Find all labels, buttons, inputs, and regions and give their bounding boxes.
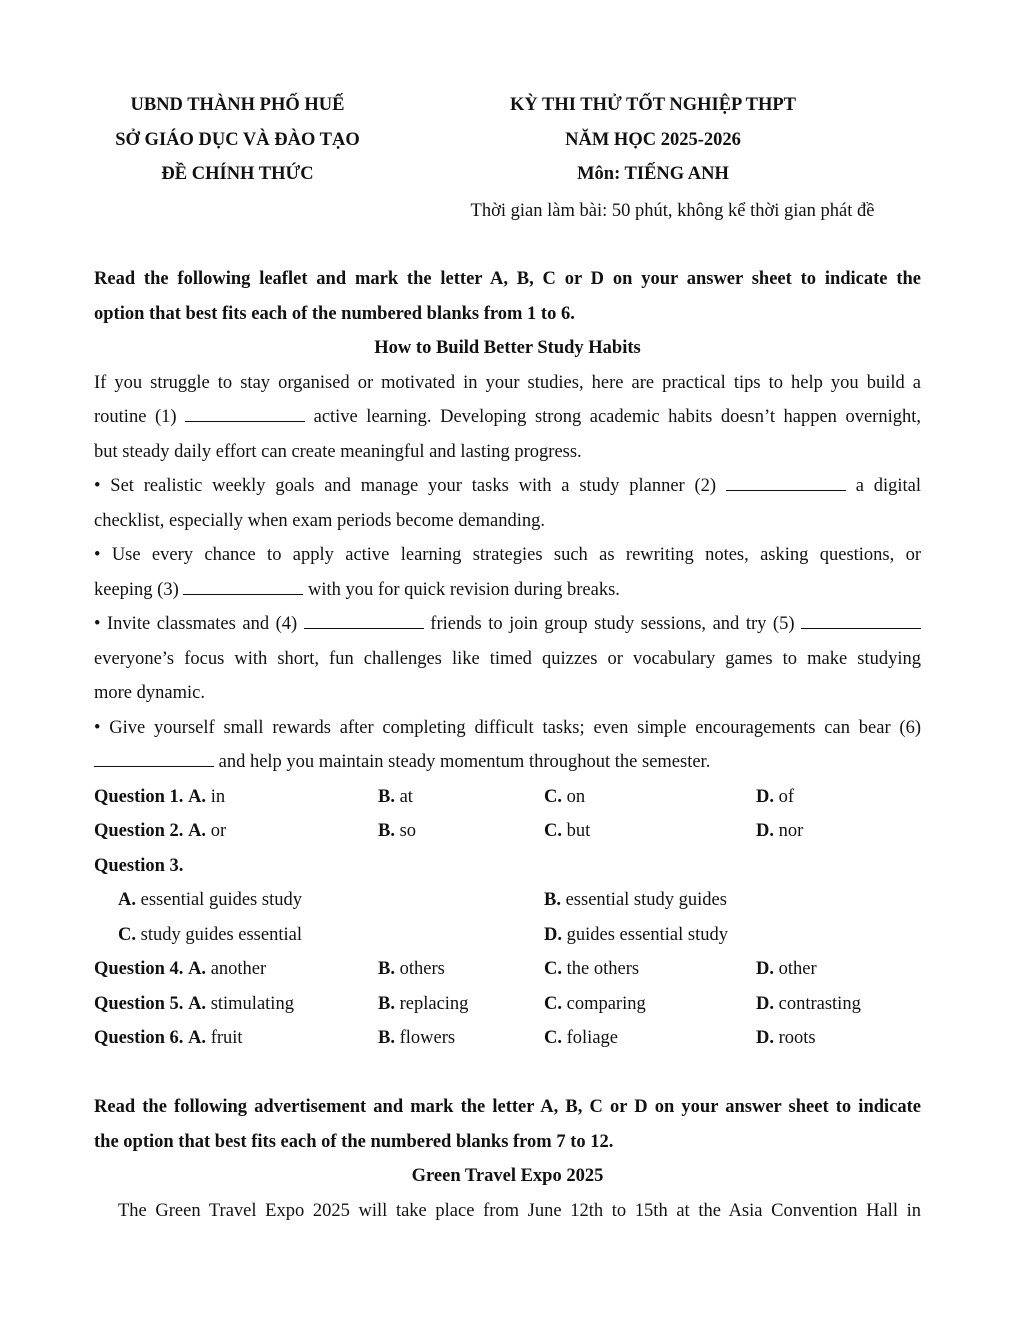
question-label: Question 4. [94,959,184,979]
official-label: ĐỀ CHÍNH THỨC [161,164,314,184]
blank-4 [304,610,424,629]
leaflet-intro-line2: routine (1) active learning. Developing strong academic habits doesn’t happen overnight, [94,400,921,435]
option-d[interactable]: contrasting [778,993,861,1014]
question-label: Question 5. [94,993,184,1014]
question-5: Question 5. A. stimulating B. replacing C. comparing D. contrasting [94,993,861,1014]
department-name: UBND THÀNH PHỐ HUẾ [130,95,345,115]
blank-5 [801,610,921,629]
section2-instruction-line2: the option that best fits each of the numbered blanks from 7 to 12. [94,1131,614,1152]
option-a[interactable]: in [210,786,226,807]
leaflet-intro-line3: but steady daily effort can create meaningful and lasting progress. [94,441,582,462]
option-b[interactable]: others [399,959,445,979]
tip1-line2: checklist, especially when exam periods become demanding. [94,510,546,531]
office-name: SỞ GIÁO DỤC VÀ ĐÀO TẠO [115,129,360,150]
question-6: Question 6. A. fruit B. flowers C. foliage D. roots [94,1028,816,1048]
question-2: Question 2. A. or B. so C. but D. nor [94,821,804,841]
option-c[interactable]: but [566,821,591,841]
tip4-line2: and help you maintain steady momentum throughout the semester. [94,745,921,780]
option-b[interactable]: at [399,786,413,807]
option-d[interactable]: other [778,959,817,979]
option-a[interactable]: fruit [210,1028,243,1048]
option-c[interactable]: on [566,786,586,807]
question-label: Question 6. [94,1028,184,1048]
option-c[interactable]: comparing [566,993,646,1014]
option-c[interactable]: the others [566,959,640,979]
header-left [75,88,400,192]
tip4-line1: • Give yourself small rewards after completing difficult tasks; even simple encouragements can bear (6) [94,717,921,738]
section2-instruction-line1: Read the following advertisement and mark the letter A, B, C or D on your answer sheet to indicate [94,1097,921,1117]
tip3-line3: more dynamic. [94,683,205,703]
option-a[interactable]: stimulating [210,993,294,1014]
question-label: Question 1. [94,786,184,807]
option-b[interactable]: flowers [399,1028,456,1048]
option-d[interactable]: roots [778,1028,816,1048]
blank-6 [94,748,214,767]
option-b[interactable]: replacing [399,993,469,1014]
tip2-line2: keeping (3) with you for quick revision during breaks. [94,573,921,608]
option-b[interactable]: essential study guides [565,890,727,910]
exam-duration: Thời gian làm bài: 50 phút, không kể thời gian phát đề [470,201,875,221]
question-1: Question 1. A. in B. at C. on D. of [94,786,795,807]
advertisement-title: Green Travel Expo 2025 [411,1166,604,1186]
tip3-line1: • Invite classmates and (4) friends to join group study sessions, and try (5) [94,607,921,642]
question-4: Question 4. A. another B. others C. the others D. other [94,959,817,979]
option-d[interactable]: nor [778,821,804,841]
option-a[interactable]: or [210,821,227,841]
header-right [488,88,818,192]
option-c[interactable]: study guides essential [140,924,302,945]
leaflet-title: How to Build Better Study Habits [374,338,641,358]
tip3-line2: everyone’s focus with short, fun challenges like timed quizzes or vocabulary games to make studying [94,648,921,669]
blank-2 [726,472,846,491]
option-a[interactable]: another [210,959,267,979]
option-c[interactable]: foliage [566,1028,618,1048]
question-3 [94,849,921,884]
option-d[interactable]: guides essential study [566,924,728,945]
blank-3 [183,576,303,595]
option-a[interactable]: essential guides study [140,890,302,910]
tip1-line1: • Set realistic weekly goals and manage your tasks with a study planner (2) a digital [94,469,921,504]
exam-title: KỲ THI THỬ TỐT NGHIỆP THPT [510,95,796,115]
tip2-line1: • Use every chance to apply active learning strategies such as rewriting notes, asking questions, or [94,545,921,565]
advertisement-line1: The Green Travel Expo 2025 will take place from June 12th to 15th at the Asia Convention Hall in [118,1200,921,1221]
option-b[interactable]: so [399,821,417,841]
question-3-options-row1: A. essential guides study B. essential study guides [118,890,727,910]
exam-content [94,262,921,1228]
blank-1 [185,403,305,422]
section1-instruction-line2: option that best fits each of the numbered blanks from 1 to 6. [94,303,575,324]
leaflet-intro-line1: If you struggle to stay organised or motivated in your studies, here are practical tips to help you build a [94,372,921,393]
section1-instruction-line1: Read the following leaflet and mark the letter A, B, C or D on your answer sheet to indicate the [94,269,921,289]
question-3-options-row2: C. study guides essential D. guides essential study [118,924,728,945]
question-label: Question 3. [94,855,184,876]
school-year: NĂM HỌC 2025-2026 [565,129,741,150]
section-spacer [94,1056,921,1091]
question-label: Question 2. [94,821,184,841]
option-d[interactable]: of [778,786,795,807]
subject: Môn: TIẾNG ANH [577,164,729,184]
